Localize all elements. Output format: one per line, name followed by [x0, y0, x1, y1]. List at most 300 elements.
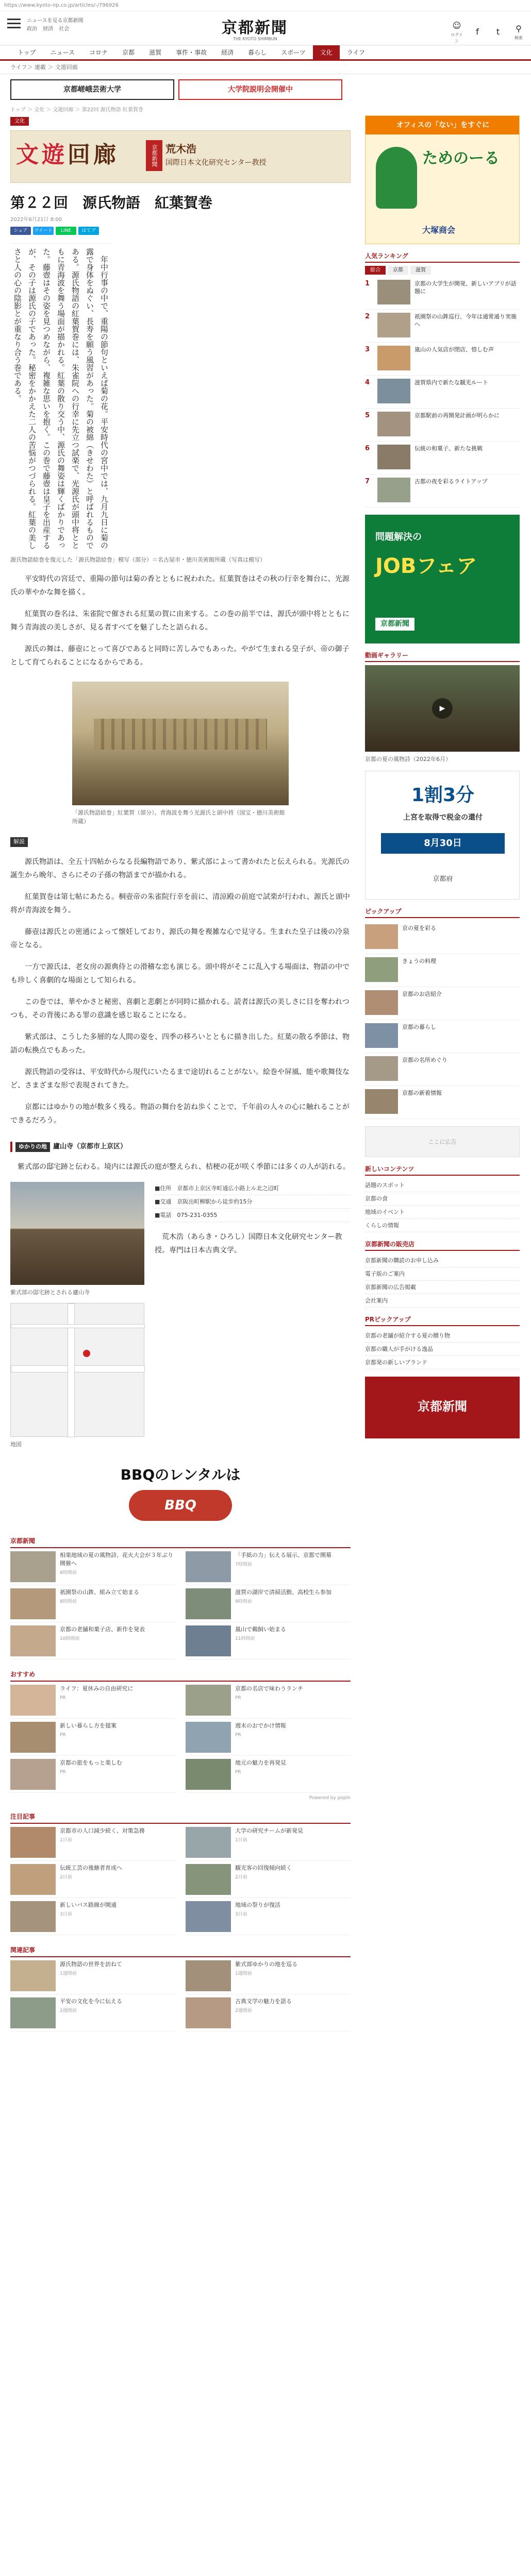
sidebar-ad-2-title: JOBフェア — [375, 554, 477, 578]
recommend-heading: 京都新聞 — [10, 1536, 351, 1548]
rank-thumb — [377, 445, 410, 469]
paragraph: 紫式部は、こうした多層的な人間の姿を、四季の移ろいとともに描き出した。紅葉の散る季節は、物語の転換点でもあった。 — [10, 1033, 350, 1055]
pickup-thumb — [365, 1023, 398, 1048]
login-label: ログイン — [451, 32, 463, 43]
share-row — [10, 227, 351, 235]
place-map[interactable] — [10, 1303, 144, 1437]
sidebar-ad-3[interactable] — [365, 771, 520, 900]
card-text — [60, 1685, 133, 1715]
card-thumb — [10, 1960, 56, 1991]
paragraph: 京都にはゆかりの地が数多く残る。物語の舞台を訪ね歩くことで、千年前の人々の心に触れることができるだろう。 — [10, 1103, 350, 1125]
recommend-card[interactable] — [10, 1719, 175, 1756]
card-meta: 8時間前 — [60, 1599, 77, 1604]
card-meta: PR — [60, 1732, 66, 1738]
header-tag[interactable]: 社会 — [59, 26, 70, 32]
place-info-line: ■住所 京都市上京区寺町通広小路上ル北之辺町 — [155, 1182, 351, 1195]
rank-number: 1 — [365, 280, 370, 287]
pickup-item[interactable] — [365, 987, 520, 1020]
recommend-grid — [10, 1548, 351, 1659]
card-meta: 3日前 — [60, 1912, 72, 1917]
series-title-b: 回廊 — [68, 142, 119, 168]
rank-thumb — [377, 313, 410, 337]
card-meta: 11時間前 — [235, 1636, 255, 1641]
nav-item[interactable]: トップ — [18, 48, 36, 56]
recommend-card[interactable] — [186, 1585, 351, 1622]
card-text — [60, 1960, 122, 1991]
rank-number: 6 — [365, 445, 370, 452]
recommend-grid — [10, 1682, 351, 1793]
card-meta: PR — [235, 1695, 241, 1701]
rank-number: 4 — [365, 379, 370, 386]
paragraph: 源氏物語の受容は、平安時代から現代にいたるまで途切れることがない。絵巻や屏風、能や歌舞伎など、さまざまな形で表現されてきた。 — [10, 1068, 350, 1090]
pr-item[interactable]: 京都発の新しいブランド — [365, 1356, 520, 1369]
pickup-item[interactable] — [365, 1020, 520, 1053]
rank-title: 祇園祭の山鉾巡行、今年は通常通り実施へ — [414, 313, 517, 328]
sidebar-ad-2-top: 問題解決の — [375, 532, 422, 543]
card-text — [235, 1551, 331, 1582]
paragraph: 紅葉賀巻は第七帖にあたる。桐壺帝の朱雀院行幸を前に、清涼殿の前庭で試楽が行われ、源氏と頭中将が青海波を舞う。 — [10, 893, 350, 914]
recommend-heading: 注目記事 — [10, 1812, 351, 1824]
header-mini — [27, 18, 84, 33]
pr-item[interactable]: 京都の老舗が紹介する夏の贈り物 — [365, 1329, 520, 1343]
article-title: 第２２回 源氏物語 紅葉賀巻 — [10, 194, 213, 211]
paragraph: 源氏の舞は、藤壺にとって喜びであると同時に苦しみでもあった。やがて生まれる皇子が、帝の御子として育てられることになるからである。 — [10, 645, 350, 667]
card-text — [235, 1864, 292, 1894]
place-photo[interactable] — [10, 1182, 144, 1285]
rank-thumb — [377, 478, 410, 502]
sidebar-ad-3-sub: 上宮を取得で税金の還付 — [403, 814, 483, 822]
new-item[interactable]: 地域のイベント — [365, 1206, 520, 1219]
card-title: 源氏物語の世界を訪ねて — [60, 1961, 122, 1968]
bbq-ad-logo: BBQ — [129, 1490, 232, 1521]
card-meta: 3日前 — [235, 1912, 247, 1917]
sidebar-wide-ad[interactable]: ここに広告 — [365, 1126, 520, 1157]
paragraph: 藤壺は源氏との密通によって懐妊しており、源氏の舞を複雑な心で見守る。生まれた皇子は後の冷泉帝となる。 — [10, 928, 350, 950]
bbq-ad[interactable] — [10, 1464, 351, 1526]
paragraph: 源氏物語は、全五十四帖からなる長編物語であり、紫式部によって書かれたと伝えられる。光源氏の誕生から晩年、さらにその子孫の物語までが描かれる。 — [10, 858, 350, 879]
rank-number: 5 — [365, 412, 370, 419]
pickup-title: 京都のお店紹介 — [402, 991, 442, 997]
nav-item[interactable]: ライフ — [346, 48, 365, 56]
card-text — [60, 1551, 175, 1582]
card-title: 京都の老舗和菓子店、新作を発表 — [60, 1625, 145, 1633]
card-meta: 6時間前 — [60, 1570, 77, 1575]
article-photo-painting[interactable] — [72, 682, 289, 805]
card-thumb — [186, 1625, 231, 1656]
card-title: 「手紙の力」伝える展示、京都で開幕 — [235, 1551, 331, 1558]
place-title: 廬山寺（京都市上京区） — [53, 1143, 127, 1150]
card-title: 伝統工芸の後継者育成へ — [60, 1865, 122, 1871]
paragraph: この巻では、華やかさと秘密、喜劇と悲劇とが同時に描かれる。読者は源氏の美しさに目を奪われつつも、その背後にある罪の意識を感じ取ることになる。 — [10, 998, 350, 1020]
paragraph: 紫式部の邸宅跡と伝わる。境内には源氏の庭が整えられ、桔梗の花が咲く季節には多くの人が訪れる。 — [18, 1162, 350, 1171]
ranking-item[interactable] — [365, 343, 520, 376]
card-title: 平安の文化を今に伝える — [60, 1998, 122, 2005]
rank-title: 京都の大学生が開発、新しいアプリが話題に — [414, 280, 517, 295]
sidebar-ad-4-brand: 京都新聞 — [418, 1399, 467, 1414]
new-item[interactable]: くらしの情報 — [365, 1219, 520, 1232]
card-meta: 1日前 — [235, 1838, 247, 1843]
nav-item[interactable]: 滋賀 — [149, 48, 162, 56]
url-bar: https://www.kyoto-np.co.jp/articles/-/796926 — [0, 0, 531, 11]
nav-item[interactable]: スポーツ — [281, 48, 306, 56]
shop-item[interactable]: 京都新聞の購読のお申し込み — [365, 1254, 520, 1267]
card-title: 滋賀の湖岸で清掃活動、高校生ら参加 — [235, 1588, 331, 1596]
breadcrumb[interactable]: トップ ＞ 文化 ＞ 文遊回廊 ＞ 第22回 源氏物語 紅葉賀巻 — [10, 107, 143, 113]
card-thumb — [10, 1759, 56, 1790]
vertical-text-block: 年中行事の中で、重陽の節句といえば菊の花。平安時代の宮中では、九月九日に菊の露で身体をぬぐい、長寿を願う風習があった。菊の被綿（きせわた）と呼ばれるものである。源氏物語の紅葉賀巻には、朱雀院への行幸に先立つ試楽で、光源氏が頭中将とともに青海波を舞う場面が描かれる。紅葉の散り交う中、源氏の舞姿は輝くばかりであった。藤壺はその姿を見つめながら、複雑な思いを抱く。この巻で藤壺は皇子を出産するが、その子は源氏の子であった。秘密をかかえた二人の苦悩がつづられる。紅葉の美しさと人の心の陰影とが重なり合う巻である。 — [10, 243, 111, 552]
recommend-card[interactable] — [10, 1957, 175, 1994]
card-title: 地元の魅力を再発見 — [235, 1759, 286, 1766]
rank-thumb — [377, 379, 410, 403]
card-text — [235, 1625, 286, 1656]
card-thumb — [10, 1551, 56, 1582]
rank-title: 嵐山の人気店が閉店、惜しむ声 — [414, 346, 494, 353]
recommend-card[interactable] — [186, 1994, 351, 2031]
place-block — [10, 1182, 351, 1449]
card-title: 古典文学の魅力を語る — [235, 1998, 292, 2005]
global-nav — [0, 45, 531, 61]
nav-item[interactable]: 京都 — [122, 48, 135, 56]
pickup-title: 京都の新着情報 — [402, 1090, 442, 1096]
recommend-heading: 関連記事 — [10, 1945, 351, 1957]
recommend-card[interactable] — [10, 1585, 175, 1622]
rank-number: 3 — [365, 346, 370, 353]
ranking-tab[interactable]: 総合 — [365, 266, 386, 275]
place-heading — [10, 1142, 351, 1152]
card-title: 紫式部ゆかりの地を巡る — [235, 1961, 297, 1968]
shop-heading: 京都新聞の販売店 — [365, 1240, 520, 1251]
series-banner — [10, 130, 351, 183]
card-thumb — [10, 1588, 56, 1619]
commentary-section — [10, 836, 351, 847]
card-meta: 2日前 — [60, 1875, 72, 1880]
card-text — [235, 1685, 303, 1715]
card-meta: 2日前 — [235, 1875, 247, 1880]
card-thumb — [10, 1864, 56, 1895]
ranking-tab[interactable]: 滋賀 — [410, 266, 431, 275]
header-actions — [450, 20, 526, 44]
paragraph: 一方で源氏は、老女房の源典侍との滑稽な恋も演じる。頭中将がそこに乱入する場面は、物語の中でも珍しく喜劇的な場面として知られる。 — [10, 963, 350, 985]
pickup-thumb — [365, 1089, 398, 1114]
card-thumb — [10, 1827, 56, 1858]
search-icon[interactable]: ⚲ 検索 — [511, 23, 526, 41]
rank-title: 滋賀県内で新たな観光ルート — [414, 379, 488, 386]
card-meta: 9時間前 — [235, 1599, 252, 1604]
pickup-item[interactable] — [365, 1086, 520, 1119]
card-meta: 10時間前 — [60, 1636, 80, 1641]
site-logo-sub: THE KYOTO SHIMBUN — [233, 37, 277, 41]
login-icon[interactable]: ☺ ログイン — [450, 20, 464, 44]
commentary-label: 解説 — [10, 837, 28, 847]
card-text — [60, 1827, 145, 1857]
card-text — [60, 1722, 117, 1752]
card-meta: 1日前 — [60, 1838, 72, 1843]
shop-item[interactable]: 会社案内 — [365, 1294, 520, 1308]
header-tag[interactable]: 政治 — [27, 26, 37, 32]
recommend-card[interactable] — [186, 1824, 351, 1861]
card-title: ライフ：夏休みの自由研究に — [60, 1685, 134, 1692]
pickup-box — [365, 907, 520, 1119]
place-info-line: ■電話 075-231-0355 — [155, 1209, 351, 1222]
nav-item[interactable]: コロナ — [89, 48, 108, 56]
pr-item[interactable]: 京都の職人が手がける逸品 — [365, 1343, 520, 1356]
series-stamp: 京都新聞 — [146, 140, 162, 171]
ranking-heading: 人気ランキング — [365, 251, 520, 263]
nav-item[interactable]: ニュース — [50, 48, 75, 56]
nav-item-active[interactable]: 文化 — [313, 45, 340, 60]
place-label: ゆかりの地 — [15, 1142, 50, 1152]
rank-title: 古都の夜を彩るライトアップ — [414, 478, 488, 485]
movie-thumb[interactable] — [365, 665, 520, 752]
card-thumb — [186, 1960, 231, 1991]
shop-item[interactable]: 電子版のご案内 — [365, 1267, 520, 1281]
card-meta: 1週間前 — [60, 1971, 77, 1976]
header-tag[interactable]: 経済 — [43, 26, 54, 32]
recommend-card[interactable] — [186, 1622, 351, 1659]
map-caption: 地図 — [10, 1440, 22, 1448]
map-pin-icon — [83, 1350, 90, 1357]
movie-heading: 動画ギャラリー — [365, 651, 520, 662]
card-title: 観光客の回復傾向続く — [235, 1865, 292, 1871]
card-text — [60, 1625, 145, 1656]
nav-item[interactable]: 事件・事故 — [176, 48, 207, 56]
sidebar-ad-4[interactable] — [365, 1377, 520, 1438]
recommend-card[interactable] — [186, 1957, 351, 1994]
card-text — [60, 1997, 122, 2028]
card-thumb — [186, 1685, 231, 1716]
sidebar-ad-1-title: オフィスの「ない」をすぐに — [366, 116, 520, 134]
sidebar-ad-3-title: 1割3分 — [411, 785, 475, 806]
nav-item[interactable]: 暮らし — [248, 48, 267, 56]
recommend-card[interactable] — [10, 1824, 175, 1861]
card-title: 週末のおでかけ情報 — [235, 1722, 286, 1729]
card-meta: PR — [60, 1695, 66, 1701]
rank-title: 京都駅前の再開発計画が明らかに — [414, 412, 500, 419]
paragraph: 平安時代の宮廷で、重陽の節句は菊の香とともに祝われた。紅葉賀巻はその秋の行幸を舞台に、光源氏の華やかな舞を描く。 — [10, 575, 350, 597]
main-column — [10, 115, 351, 2031]
pickup-thumb — [365, 957, 398, 982]
new-heading: 新しいコンテンツ — [365, 1164, 520, 1176]
sidebar-ad-1-name: ためのーる — [422, 149, 500, 167]
recommend-card[interactable] — [10, 1548, 175, 1585]
pickup-thumb — [365, 924, 398, 949]
card-text — [60, 1901, 117, 1931]
map-road — [11, 1324, 145, 1328]
pickup-item[interactable] — [365, 1053, 520, 1086]
card-thumb — [186, 1864, 231, 1895]
series-author-org: 国際日本文化研究センター教授 — [165, 159, 267, 167]
mascot-icon — [376, 147, 417, 209]
category-tag[interactable]: 文化 — [10, 117, 29, 126]
rank-thumb — [377, 280, 410, 304]
search-label: 検索 — [515, 36, 523, 40]
card-meta: 2週間前 — [235, 2008, 252, 2013]
movie-box — [365, 651, 520, 764]
series-author: 荒木浩 — [165, 143, 196, 155]
recommend-section — [10, 1536, 351, 2032]
sidebar — [365, 115, 520, 1446]
share-hatena-button[interactable]: はてブ — [78, 227, 99, 235]
sub-nav[interactable]: ライフ＞ 連載 ＞ 文遊回廊 — [0, 61, 531, 74]
place-media — [10, 1182, 144, 1449]
card-title: 京都市の人口減少続く、対策急務 — [60, 1827, 145, 1834]
ranking-item[interactable] — [365, 277, 520, 310]
paragraph: 紅葉賀の巻名は、朱雀院で催される紅葉の賀に由来する。この巻の前半では、源氏が頭中将とともに舞う青海波の美しさが、見る者すべてを魅了したと語られる。 — [10, 610, 350, 632]
card-thumb — [186, 1997, 231, 2028]
card-thumb — [186, 1827, 231, 1858]
card-thumb — [10, 1685, 56, 1716]
card-text — [235, 1901, 280, 1931]
pr-box — [365, 1315, 520, 1369]
new-box — [365, 1164, 520, 1232]
sidebar-ad-2[interactable] — [365, 515, 520, 643]
new-item[interactable]: 話題のスポット — [365, 1179, 520, 1192]
rank-number: 7 — [365, 478, 370, 485]
recommend-card[interactable] — [186, 1548, 351, 1585]
card-title: 京都の旅をもっと楽しむ — [60, 1759, 122, 1766]
recommend-card[interactable] — [186, 1682, 351, 1719]
pickup-title: 京の夏を彩る — [402, 925, 436, 931]
card-title: 嵐山で鵜飼い始まる — [235, 1625, 286, 1633]
card-thumb — [10, 1901, 56, 1932]
pr-heading: PRピックアップ — [365, 1315, 520, 1326]
ranking-item[interactable] — [365, 376, 520, 409]
card-title: 新しいバス路線が開通 — [60, 1902, 117, 1908]
ranking-item[interactable] — [365, 474, 520, 507]
pickup-thumb — [365, 990, 398, 1015]
photo-caption-shrine: 紫式部の邸宅跡とされる廬山寺 — [10, 1289, 90, 1296]
card-thumb — [10, 1997, 56, 2028]
share-facebook-button[interactable]: シェア — [10, 227, 31, 235]
recommend-card[interactable] — [10, 1622, 175, 1659]
card-text — [235, 1588, 331, 1619]
rank-number: 2 — [365, 313, 370, 320]
card-text — [235, 1997, 292, 2028]
card-text — [235, 1722, 286, 1752]
recommend-grid — [10, 1824, 351, 1935]
author-note: 荒木浩（あらき・ひろし）国際日本文化研究センター教授。専門は日本古典文学。 — [155, 1232, 342, 1255]
pickup-item[interactable] — [365, 921, 520, 954]
recommend-card[interactable] — [10, 1682, 175, 1719]
recommend-card[interactable] — [10, 1861, 175, 1898]
play-icon[interactable]: ▶ — [432, 698, 453, 719]
ranking-item[interactable] — [365, 409, 520, 442]
card-thumb — [10, 1625, 56, 1656]
card-title: 新しい暮らし方を提案 — [60, 1722, 117, 1729]
place-info-line: ■交通 京阪出町柳駅から徒歩約15分 — [155, 1195, 351, 1209]
card-meta: 1週間前 — [235, 1971, 252, 1976]
rank-thumb — [377, 412, 410, 436]
share-twitter-button[interactable]: ツイート — [33, 227, 54, 235]
map-road — [11, 1365, 145, 1372]
twitter-icon[interactable]: t — [496, 27, 500, 37]
card-meta: PR — [235, 1769, 241, 1775]
movie-caption: 京都の夏の風物詩（2022年6月） — [365, 756, 451, 762]
card-title: 京都の名店で味わうランチ — [235, 1685, 303, 1692]
ranking-tab[interactable]: 京都 — [388, 266, 408, 275]
map-road — [68, 1303, 75, 1437]
card-text — [60, 1759, 122, 1789]
top-ad-left[interactable]: 京都嵯峨芸術大学 — [10, 79, 174, 100]
series-title — [16, 138, 119, 172]
ranking-box — [365, 251, 520, 507]
article-date: 2022年6月21日 8:00 — [10, 217, 62, 223]
recommend-card[interactable] — [10, 1756, 175, 1793]
ranking-item[interactable] — [365, 310, 520, 343]
new-item[interactable]: 京都の食 — [365, 1192, 520, 1206]
card-title: 祇園祭の山鉾、組み立て始まる — [60, 1588, 139, 1596]
card-meta: 2週間前 — [60, 2008, 77, 2013]
share-line-button[interactable]: LINE — [56, 227, 76, 235]
recommend-card[interactable] — [186, 1756, 351, 1793]
card-thumb — [186, 1759, 231, 1790]
card-meta: 7時間前 — [235, 1562, 252, 1567]
recommend-card[interactable] — [186, 1719, 351, 1756]
shop-item[interactable]: 京都新聞の広告掲載 — [365, 1281, 520, 1294]
sidebar-ad-3-brand: 京都府 — [433, 875, 453, 883]
powered-by[interactable]: Powered by popIn — [309, 1795, 351, 1801]
card-thumb — [10, 1722, 56, 1753]
recommend-heading: おすすめ — [10, 1670, 351, 1682]
site-header — [0, 11, 531, 45]
recommend-card[interactable] — [186, 1898, 351, 1935]
pickup-title: きょうの料理 — [402, 958, 436, 964]
facebook-icon[interactable]: f — [476, 27, 479, 37]
header-mini-tags — [27, 26, 84, 33]
sidebar-ad-1[interactable] — [365, 115, 520, 244]
sidebar-ad-3-date: 8月30日 — [381, 833, 505, 854]
pickup-title: 京都の名所めぐり — [402, 1057, 447, 1063]
top-ad-bar — [0, 74, 531, 106]
sidebar-ad-1-brand: 大塚商会 — [422, 225, 456, 235]
pickup-title: 京都の暮らし — [402, 1024, 436, 1030]
recommend-card[interactable] — [186, 1861, 351, 1898]
rank-thumb — [377, 346, 410, 370]
bbq-ad-title: BBQのレンタルは — [120, 1466, 241, 1483]
card-meta: PR — [235, 1732, 241, 1738]
card-text — [60, 1588, 139, 1619]
card-title: 相楽地域の夏の風物詩、花火大会が３年ぶり開催へ — [60, 1551, 173, 1567]
card-meta: PR — [60, 1769, 66, 1775]
sidebar-ad-2-brand: 京都新聞 — [375, 618, 414, 631]
card-title: 地域の祭りが復活 — [235, 1902, 280, 1908]
recommend-card[interactable] — [10, 1994, 175, 2031]
menu-icon[interactable] — [7, 19, 21, 30]
card-thumb — [186, 1901, 231, 1932]
card-text — [235, 1827, 303, 1857]
top-ad-right[interactable]: 大学院説明会開催中 — [178, 79, 342, 100]
ranking-item[interactable] — [365, 442, 520, 474]
recommend-card[interactable] — [10, 1898, 175, 1935]
card-title: 大学の研究チームが新発見 — [235, 1827, 303, 1834]
series-title-a: 文遊 — [16, 142, 68, 168]
card-text — [60, 1864, 122, 1894]
photo-caption-mid: 「源氏物語絵巻」紅葉賀（部分）。青海波を舞う光源氏と頭中将（国宝・徳川美術館所蔵） — [72, 809, 285, 825]
card-text — [235, 1960, 297, 1991]
ranking-tabs — [365, 266, 520, 275]
pickup-item[interactable] — [365, 954, 520, 987]
place-info — [155, 1182, 351, 1449]
shop-box — [365, 1240, 520, 1308]
photo-caption-top: 源氏物語絵巻を復元した「源氏物語絵巻」模写（部分）＝名古屋市・徳川美術館所蔵（写真は模写） — [10, 556, 266, 563]
nav-item[interactable]: 経済 — [221, 48, 234, 56]
card-thumb — [186, 1588, 231, 1619]
card-text — [235, 1759, 286, 1789]
site-logo[interactable]: 京都新聞 — [222, 19, 288, 37]
recommend-grid — [10, 1957, 351, 2031]
rank-title: 伝統の和菓子、新たな挑戦 — [414, 445, 483, 452]
header-mini-title: ニュースを見る京都新聞 — [27, 18, 84, 24]
